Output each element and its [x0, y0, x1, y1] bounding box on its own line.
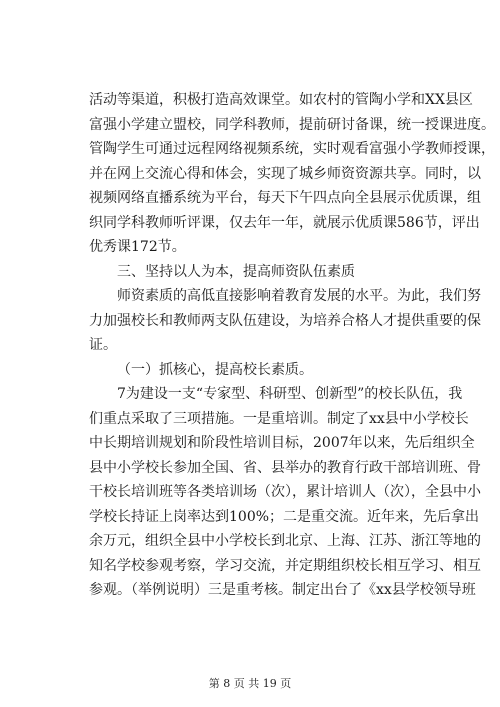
text-line: 7为建设一支“专家型、科研型、创新型”的校长队伍，我: [117, 386, 463, 402]
text-line: 并在网上交流心得和体会，实现了城乡师资资源共享。同时，以: [89, 165, 481, 182]
text-line: 师资素质的高低直接影响着教育发展的水平。为此，我们努: [117, 288, 481, 304]
body-text: [89, 88, 495, 603]
text-line: 视频网络直播系统为平台，每天下午四点向全县展示优质课，组: [89, 190, 481, 206]
text-line: 中长期培训规划和阶段性培训目标，2007年以来，先后组织全: [89, 435, 475, 451]
text-line: 余万元，组织全县中小学校长到北京、上海、江苏、浙江等地的: [89, 533, 481, 549]
text-line: 们重点采取了三项措施。一是重培训。制定了xx县中小学校长: [89, 410, 469, 427]
text-line: 富强小学建立盟校，同学科教师，提前研讨备课，统一授课进度。: [89, 116, 495, 133]
text-line: 管陶学生可通过远程网络视频系统，实时观看富强小学教师授课，: [89, 141, 495, 157]
text-line: 优秀课172节。: [89, 239, 186, 255]
text-line: （一）抓核心，提高校长素质。: [117, 361, 313, 378]
text-line: 知名学校参观考察，学习交流，并定期组织校长相互学习、相互: [89, 557, 481, 574]
text-line: 三、坚持以人为本，提高师资队伍素质: [117, 263, 355, 280]
text-line: 县中小学校长参加全国、省、县举办的教育行政干部培训班、骨: [89, 459, 481, 476]
text-line: 力加强校长和教师两支队伍建设，为培养合格人才提供重要的保: [89, 312, 481, 329]
page-footer: 第 8 页 共 19 页: [208, 677, 292, 690]
text-line: 活动等渠道，积极打造高效课堂。如农村的管陶小学和XX县区: [89, 92, 473, 108]
text-line: 学校长持证上岗率达到100%；二是重交流。近年来，先后拿出: [89, 508, 480, 525]
text-line: 证。: [89, 337, 117, 353]
text-line: 织同学科教师听评课，仅去年一年，就展示优质课586节，评出: [89, 214, 480, 231]
text-line: 参观。（举例说明）三是重考核。制定出台了《xx县学校领导班: [89, 582, 476, 598]
text-line: 干校长培训班等各类培训场（次），累计培训人（次），全县中小: [89, 484, 481, 500]
